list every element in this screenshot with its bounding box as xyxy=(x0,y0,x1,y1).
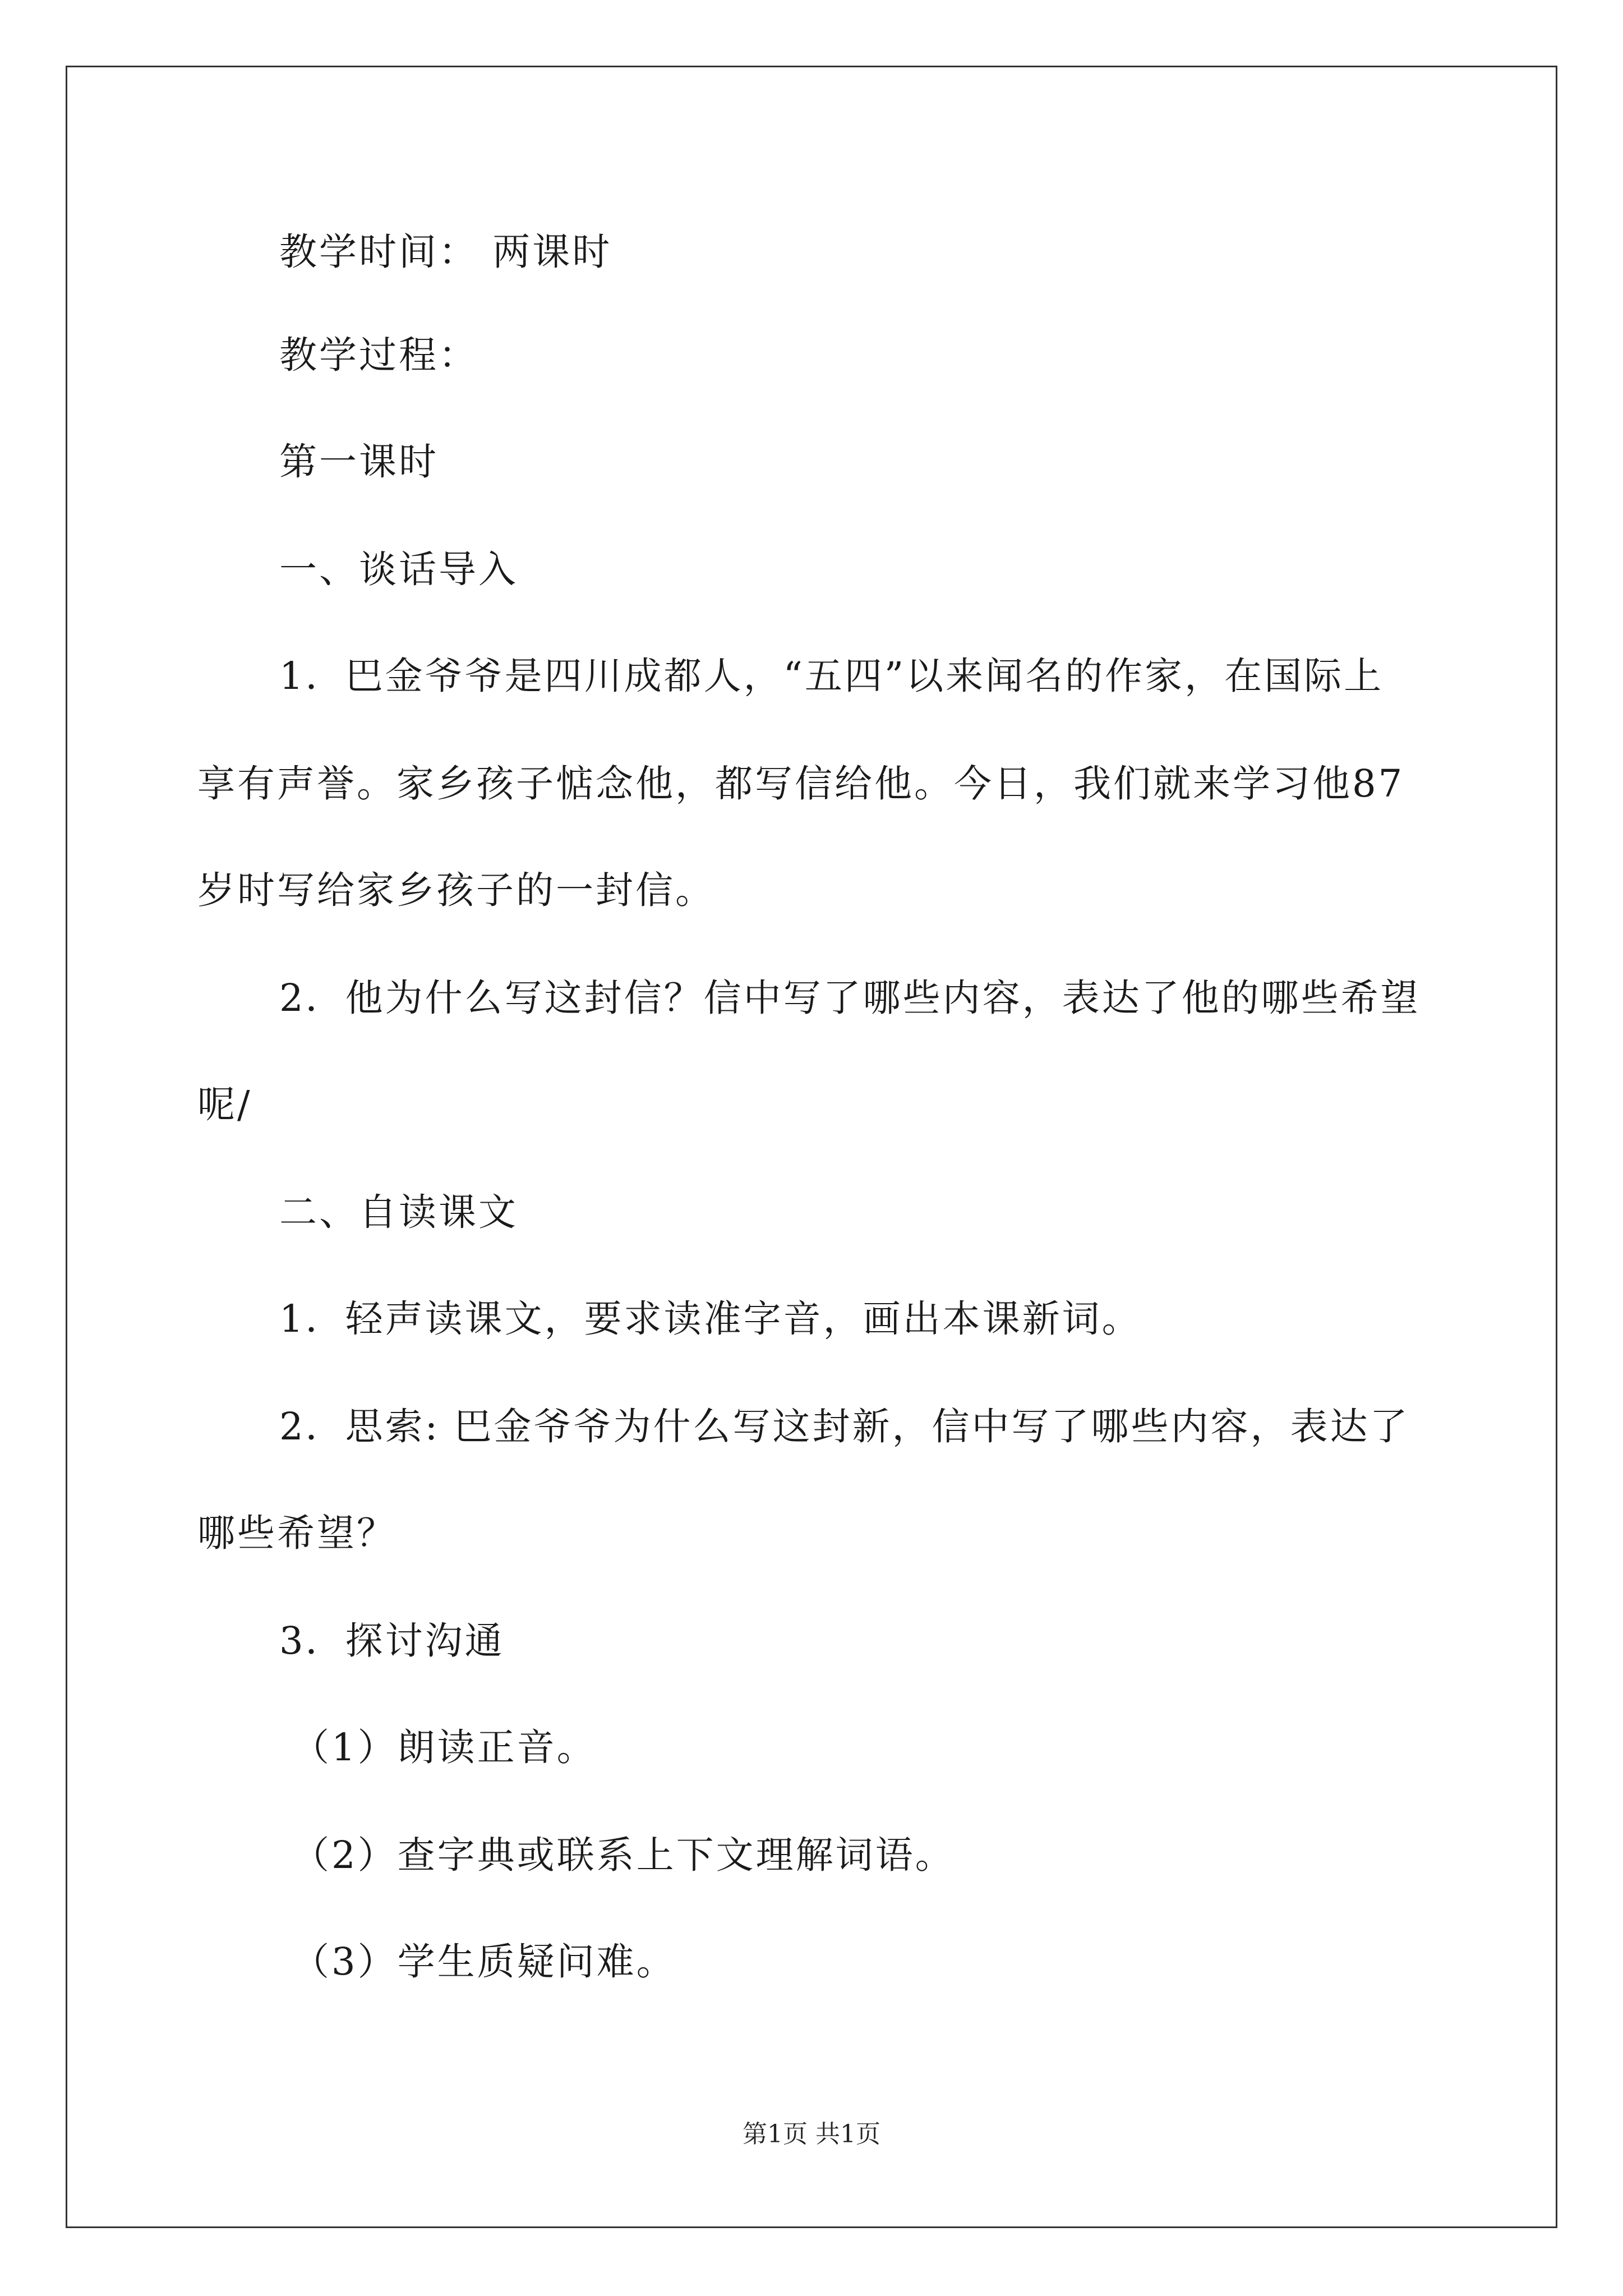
subtask-3-line: （3）学生质疑问难。 xyxy=(292,1940,676,1984)
paragraph-1-line-2: 享有声誉。家乡孩子惦念他，都写信给他。今日，我们就来学习他87 xyxy=(197,762,1405,806)
paragraph-2-line-2: 呢/ xyxy=(197,1083,252,1126)
task-1-line: 1．轻声读课文，要求读准字音，画出本课新词。 xyxy=(279,1297,1142,1341)
lesson-one-heading: 第一课时 xyxy=(279,440,439,484)
subtask-2-line: （2）查字典或联系上下文理解词语。 xyxy=(292,1833,955,1877)
paragraph-1-line-1: 1．巴金爷爷是四川成都人，“五四”以来闻名的作家，在国际上 xyxy=(279,654,1384,698)
teaching-time-line: 教学时间： 两课时 xyxy=(279,230,612,274)
subtask-1-line: （1）朗读正音。 xyxy=(292,1726,597,1769)
page-frame xyxy=(66,66,1557,2228)
task-2-line-1: 2．思索: 巴金爷爷为什么写这封新，信中写了哪些内容，表达了 xyxy=(279,1405,1410,1448)
paragraph-2-line-1: 2．他为什么写这封信？信中写了哪些内容，表达了他的哪些希望 xyxy=(279,976,1421,1020)
teaching-process-heading: 教学过程： xyxy=(279,333,478,377)
task-3-heading: 3．探讨沟通 xyxy=(279,1619,505,1663)
section-two-heading: 二、自读课文 xyxy=(279,1190,518,1234)
task-2-line-2: 哪些希望？ xyxy=(197,1511,396,1555)
page-number-footer: 第1页 共1页 xyxy=(743,2120,880,2148)
section-one-heading: 一、谈话导入 xyxy=(279,547,518,591)
paragraph-1-line-3: 岁时写给家乡孩子的一封信。 xyxy=(197,868,715,912)
